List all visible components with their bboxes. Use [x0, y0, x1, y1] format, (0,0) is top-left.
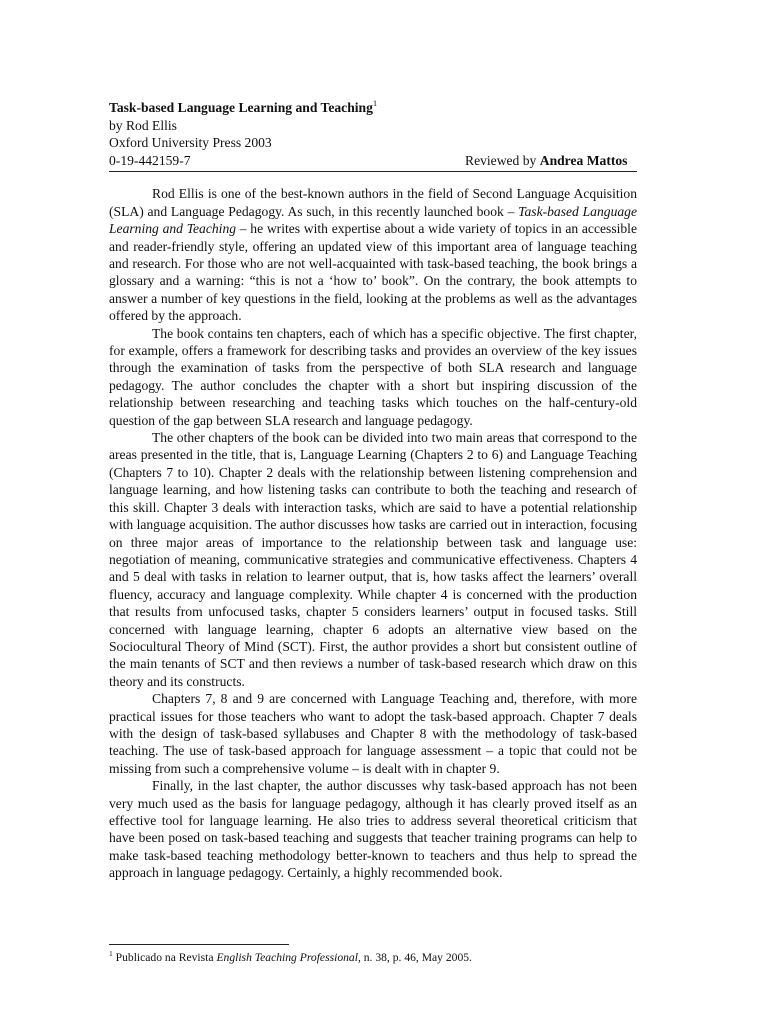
footnote-prefix: Publicado na Revista	[112, 951, 217, 964]
footnote-suffix: , n. 38, p. 46, May 2005.	[357, 951, 472, 964]
review-header	[109, 99, 637, 169]
paragraph: The other chapters of the book can be divided into two main areas that correspond to the areas presented in the title, that is, Language Learning (Chapters 2 to 6) and Language Teaching (Chapters 7 to 10). Chapter 2 deals with the relationship between listening comprehension and language learning, and how listening tasks can contribute to both the teaching and research of this skill. Chapter 3 deals with interaction tasks, which are said to have a potential relationship with language acquisition. The author discusses how tasks are carried out in interaction, focusing on three major areas of importance to the relationship between task and language use: negotiation of meaning, communicative strategies and communicative effectiveness. Chapters 4 and 5 deal with tasks in relation to learner output, that is, how tasks affect the learners’ overall fluency, accuracy and language complexity. While chapter 4 is concerned with the production that results from unfocused tasks, chapter 5 considers learners’ output in focused tasks. Still concerned with language learning, chapter 6 adopts an alternative view based on the Sociocultural Theory of Mind (SCT). First, the author provides a short but consistent outline of the main tenants of SCT and then reviews a number of task-based research which draw on this theory and its constructs.	[109, 430, 637, 689]
author-line: by Rod Ellis	[109, 117, 177, 133]
paragraph: The book contains ten chapters, each of which has a specific objective. The first chapter, for example, offers a framework for describing tasks and provides an overview of the key issues through the examination of tasks from the perspective of both SLA research and language pedagogy. The author concludes the chapter with a short but inspiring discussion of the relationship between researching and teaching tasks which touches on the half-century-old question of the gap between SLA research and language pedagogy.	[109, 325, 637, 428]
isbn-reviewer-line	[109, 152, 637, 170]
reviewed-by-label: Reviewed by	[465, 152, 540, 168]
isbn: 0-19-442159-7	[109, 152, 191, 168]
book-title-line	[109, 99, 637, 117]
paragraph-text: – he writes with expertise about a wide variety of topics in an accessible and reader-friendly style, offering an updated view of this important area of language teaching and research. For those who are not well-acquainted with task-based teaching, the book brings a glossary and a warning: “this is not a ‘how to’ book”. On the contrary, the book attempts to answer a number of key questions in the field, looking at the problems as well as the advantages offered by the approach.	[109, 221, 637, 324]
footnote-marker: 1	[109, 949, 113, 958]
review-page	[109, 98, 638, 964]
reviewer-credit	[465, 152, 627, 170]
book-title-italic: Task-based Language Learning and Teaching	[109, 203, 638, 237]
paragraph-text: Rod Ellis is one of the best-known authors in the field of Second Language Acquisition (SLA) and Language Pedagogy. As such, in this recently launched book –	[109, 186, 637, 219]
journal-name: English Teaching Professional	[216, 951, 358, 964]
book-title: Task-based Language Learning and Teaching	[109, 100, 373, 115]
footnote	[109, 951, 637, 965]
footnote-marker: 1	[372, 98, 378, 108]
footnote-rule	[109, 944, 289, 945]
paragraph	[109, 185, 637, 324]
review-body	[109, 185, 637, 881]
paragraph: Finally, in the last chapter, the author discusses why task-based approach has not been very much used as the basis for language pedagogy, although it has clearly proved itself as an effective tool for language learning. He also tries to address several theoretical criticism that have been posed on task-based teaching and suggests that teacher training programs can help to make task-based teaching methodology better-known to teachers and thus help to spread the approach in language pedagogy. Certainly, a highly recommended book.	[109, 778, 637, 881]
header-rule	[109, 171, 637, 172]
reviewer-name: Andrea Mattos	[539, 152, 628, 168]
paragraph: Chapters 7, 8 and 9 are concerned with Language Teaching and, therefore, with more practical issues for those teachers who want to adopt the task-based approach. Chapter 7 deals with the design of task-based syllabuses and Chapter 8 with the methodology of task-based teaching. The use of task-based approach for language assessment – a topic that could not be missing from such a comprehensive volume – is dealt with in chapter 9.	[109, 691, 637, 776]
publisher-line: Oxford University Press 2003	[109, 135, 272, 151]
